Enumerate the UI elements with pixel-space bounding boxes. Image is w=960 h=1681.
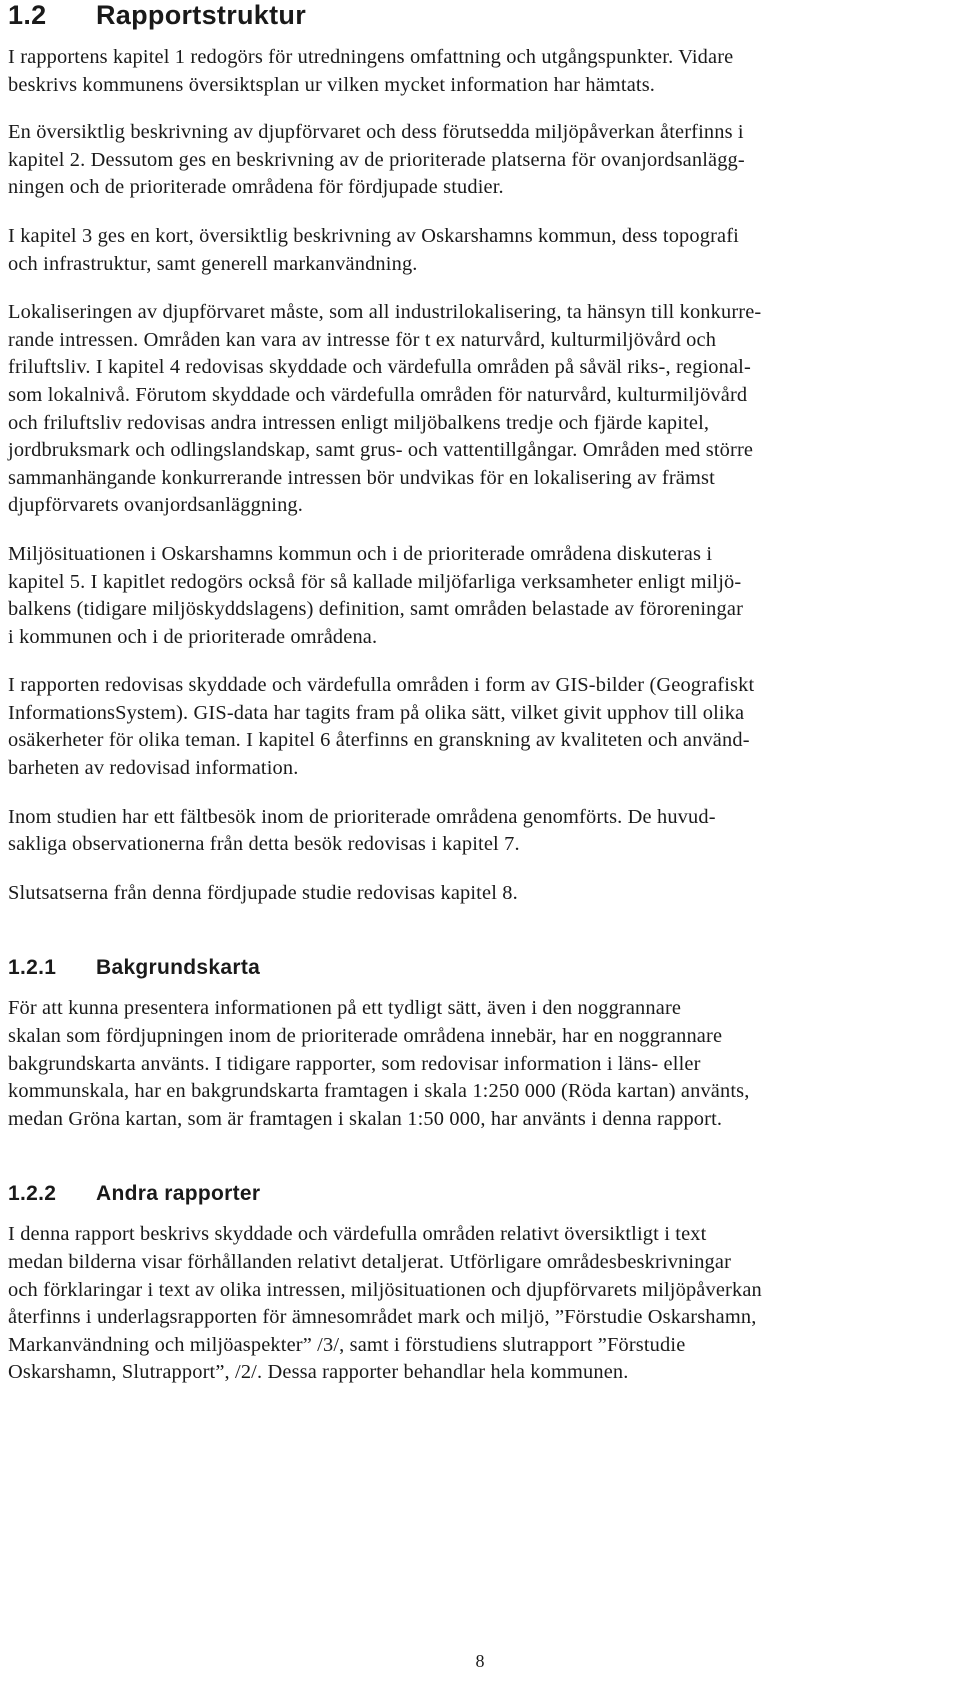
page-number: 8 [475,1651,485,1671]
paragraph: I kapitel 3 ges en kort, översiktlig beskrivning av Oskarshamns kommun, dess topografi och infrastruktur, samt generell markanvändning. [8,224,739,275]
subsection-title: Andra rapporter [96,1182,261,1206]
subsection-heading [8,1181,948,1207]
section-title: Rapportstruktur [96,0,307,30]
paragraph: I rapporten redovisas skyddade och värdefulla områden i form av GIS-bilder (Geografiskt InformationsSystem). GIS-data har tagits fram på olika sätt, vilket givit upphov till olika osäkerheter för olika teman. I kapitel 6 återfinns en granskning av kvaliteten och använd- barheten av redovisad information. [8,674,755,780]
section-heading [8,0,948,30]
paragraph: Miljösituationen i Oskarshamns kommun och i de prioriterade områdena diskuteras i kapitel 5. I kapitlet redogörs också för så kallade miljöfarliga verksamheter enligt miljö- balkens (tidigare miljöskyddslagens) definition, samt områden belastade av föroreningar i kommunen och i de prioriterade områdena. [8,542,744,648]
paragraph: Inom studien har ett fältbesök inom de prioriterade områdena genomförts. De huvud- sakliga observationerna från detta besök redovisas i kapitel 7. [8,805,716,856]
paragraph: Lokaliseringen av djupförvaret måste, som all industrilokalisering, ta hänsyn till konkurre- rande intressen. Områden kan vara av intresse för t ex naturvård, kulturmiljövård och friluftsliv. I kapitel 4 redovisas skyddade och värdefulla områden på såväl riks-, regional- som lokalnivå. Förutom skyddade och värdefulla områden för naturvård, kulturmiljövård och friluftsliv redovisas andra intressen enligt miljöbalkens tredje och fjärde kapitel, jordbruksmark och odlingslandskap, samt grus- och vattentillgångar. Områden med större sammanhängande konkurrerande intressen bör undvikas för en lokalisering av främst djupförvarets ovanjordsanläggning. [8,301,762,517]
section-number: 1.2 [8,0,47,30]
paragraph: I rapportens kapitel 1 redogörs för utredningens omfattning och utgångspunkter. Vidare beskrivs kommunens översiktsplan ur vilken mycket information har hämtats. [8,46,734,96]
subsection-heading [8,955,948,981]
paragraph: Slutsatserna från denna fördjupade studie redovisas kapitel 8. [8,881,518,904]
subsection-number: 1.2.1 [8,956,57,980]
document-page [8,0,948,1387]
subsection-number: 1.2.2 [8,1182,57,1206]
paragraph: I denna rapport beskrivs skyddade och värdefulla områden relativt översiktligt i text medan bilderna visar förhållanden relativt detaljerat. Utförligare områdesbeskrivningar och förklaringar i text av olika intressen, miljösituationen och djupförvarets miljöpåverkan återfinns i underlagsrapporten för ämnesområdet mark och miljö, ”Förstudie Oskarshamn, Markanvändning och miljöaspekter” /3/, samt i förstudiens slutrapport ”Förstudie Oskarshamn, Slutrapport”, /2/. Dessa rapporter behandlar hela kommunen. [8,1223,762,1384]
subsection-title: Bakgrundskarta [96,956,261,980]
paragraph: För att kunna presentera informationen på ett tydligt sätt, även i den noggrannare skalan som fördjupningen inom de prioriterade områdena innebär, har en noggrannare bakgrundskarta använts. I tidigare rapporter, som redovisar information i läns- eller kommunskala, har en bakgrundskarta framtagen i skala 1:250 000 (Röda kartan) använts, medan Gröna kartan, som är framtagen i skalan 1:50 000, har använts i denna rapport. [8,997,750,1130]
paragraph: En översiktlig beskrivning av djupförvaret och dess förutsedda miljöpåverkan återfinns i kapitel 2. Dessutom ges en beskrivning av de prioriterade platserna för ovanjordsanlägg- ningen och de prioriterade områdena för fördjupade studier. [8,121,745,199]
